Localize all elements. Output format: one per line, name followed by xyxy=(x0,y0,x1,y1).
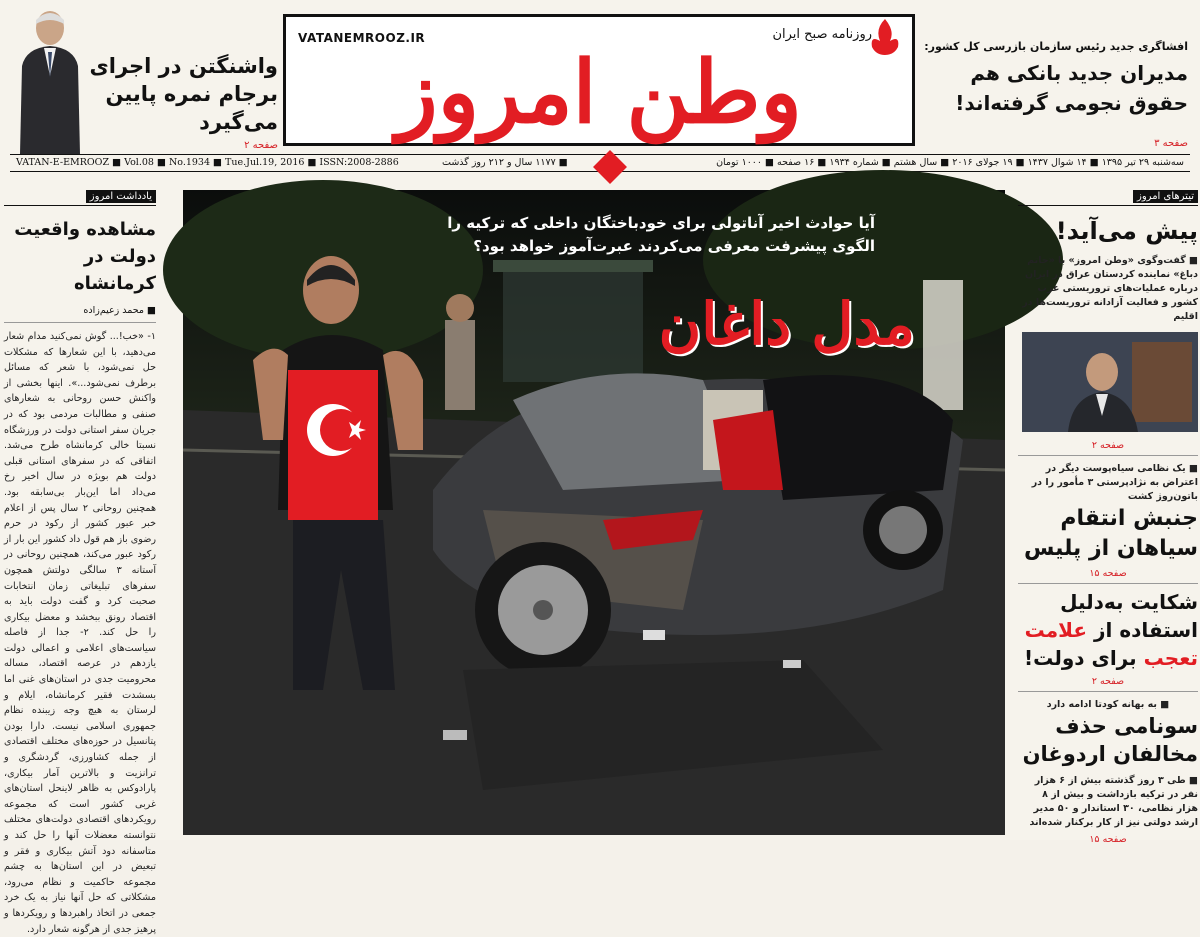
page-ref: صفحه ۲ xyxy=(1091,440,1125,451)
story-headline: جنبش انتقام سیاهان از پلیس xyxy=(1023,506,1198,561)
story-headline: سونامی حذف مخالفان اردوغان xyxy=(1022,714,1198,766)
newspaper-logo: وطن امروز xyxy=(396,42,802,143)
masthead-right-headline: مدیران جدید بانکی هم حقوق نجومی گرفته‌اند! xyxy=(955,61,1188,115)
section-label xyxy=(4,190,156,206)
masthead xyxy=(0,0,1200,150)
masthead-left-headline: واشنگتن در اجرای برجام نمره پایین می‌گیرد xyxy=(89,54,278,134)
wrecked-car-scene xyxy=(183,190,1005,835)
masthead-right-teaser[interactable] xyxy=(918,0,1200,150)
headline-part: شکایت به‌دلیل استفاده از xyxy=(1060,590,1198,642)
headlines-column xyxy=(1018,190,1198,845)
story-kicker: ■ به بهانه کودتا ادامه دارد xyxy=(1046,699,1170,710)
info-bar xyxy=(10,154,1190,172)
story-summary: ■ یک نظامی سیاه‌پوست دیگر در اعتراض به نژادپرستی ۳ مأمور را در باتون‌روژ کشت xyxy=(1031,463,1198,502)
story-interview[interactable] xyxy=(1018,214,1198,451)
divider xyxy=(1018,455,1198,456)
page-ref: صفحه ۲ xyxy=(1091,676,1125,687)
story-headline xyxy=(1018,588,1198,672)
story-summary: ■ طی ۳ روز گذشته بیش از ۶ هزار نفر در ترکیه بازداشت و بیش از ۸ هزار نظامی، ۳۰ استاندار و ۵۰ مدیر ارشد دولتی نیز از کار برکنار شده‌اند xyxy=(1029,775,1198,828)
opinion-body: ۱- «خب!... گوش نمی‌کنید مدام شعار می‌دهید، با این شعارها که مشکلات حل نمی‌شود، با شعر که مسائل برطرف نمی‌شود...». اینها بخشی از واکنش حسن روحانی به شعارهای صنفی و مطالبات مردمی بود که در جریان سفر استانی دولت در ورزشگاه نسبتا خالی کرمانشاه طرح می‌شد. اتفاقی که در سفرهای استانی قبلی دولت هم بویژه در سال اخیر رخ می‌داد اما این‌بار بی‌سابقه بود. همچنین روحانی ۲ سال پس از اعلام خبر عبور کشور از رکود در حرم رضوی باز هم قول داد کشور این بار از رکود عبور می‌کند، همچنین روحانی در آستانه ۳ سالگی دولتش همچون سفرهای تبلیغاتی زمان انتخابات صحبت کرد و گفت دولت باید به اقتصاد رونق ببخشد و معضل بیکاری را حل کند. ۲- جدا از فاصله سیاست‌های اعلامی و اعمالی دولت یازدهم در عرصه اقتصاد، مساله محرومیت جدی در استان‌های غنی اما بسشدت فقیر کرمانشاه، ایلام و لرستان به هیچ وجه زیبنده نظام جمهوری اسلامی نیست. دارا بودن پتانسیل در حوزه‌های مختلف اقتصادی از جمله کشاورزی، گردشگری و ترانزیت و بالاترین آمار بیکاری، پارادوکس به ظاهر لاینحل استان‌های غربی کشور است که مجموعه رویکردهای اقتصادی دولت‌های مختلف نتوانسته معضلات آنها را حل کند و متاسفانه دود آتش بیکاری و فقر و تبعیض در این استان‌ها به چشم مجموعه حاکمیت و نظام می‌رود، مشکلاتی که حل آنها نیاز به یک خرد جمعی در اتخاذ راهبردها و رویکردها و پرهیز جدی از هرگونه شعار دارد. xyxy=(4,331,157,935)
story-erdogan[interactable] xyxy=(1018,698,1198,845)
person-photo xyxy=(12,6,82,154)
masthead-left-teaser[interactable] xyxy=(0,0,283,150)
opinion-title[interactable]: مشاهده واقعیت دولت در کرمانشاه xyxy=(14,219,156,294)
interview-photo xyxy=(1022,332,1198,432)
diamond-ornament xyxy=(593,150,627,184)
opinion-column xyxy=(4,190,157,935)
divider xyxy=(1018,691,1198,692)
masthead-right-kicker: افشاگری جدید رئیس سازمان بازرسی کل کشور: xyxy=(924,40,1188,53)
main-photo[interactable] xyxy=(183,190,1005,835)
headline-red-word: علامت xyxy=(1024,618,1088,642)
site-url: VATANEMROOZ.IR xyxy=(298,31,426,45)
story-complaint[interactable] xyxy=(1018,588,1198,687)
story-headline: پیش می‌آید! xyxy=(1055,217,1198,245)
opinion-section-label: یادداشت امروز xyxy=(86,190,156,203)
headline-part: برای دولت! xyxy=(1024,646,1137,670)
page-ref: صفحه ۳ xyxy=(1154,138,1188,149)
headline-red-word: تعجب xyxy=(1143,646,1198,670)
opinion-author: ■ محمد زعیم‌زاده xyxy=(4,305,156,323)
page-ref: صفحه ۲ xyxy=(244,140,278,151)
headlines-section-label: تیترهای امروز xyxy=(1133,190,1198,203)
section-label xyxy=(1018,190,1198,206)
divider xyxy=(1018,583,1198,584)
tagline: روزنامه صبح ایران xyxy=(772,27,872,42)
days-count: ■ ۱۱۷۷ سال و ۲۱۲ روز گذشت xyxy=(442,157,568,168)
logo-box xyxy=(283,14,915,146)
issue-info-latin: VATAN-E-EMROOZ ■ Vol.08 ■ No.1934 ■ Tue.Jul.19, 2016 ■ ISSN:2008-2886 xyxy=(16,157,399,168)
page-ref: صفحه ۱۵ xyxy=(1089,568,1127,579)
page-ref: صفحه ۱۵ xyxy=(1089,834,1127,845)
story-summary: ■ گفت‌وگوی «وطن امروز» با «حاتم دباغ» نماینده کردستان عراق در ایران درباره عملیات‌های تروریستی غرب کشور و فعالیت آزادانه تروریست‌ها در اقلیم xyxy=(1022,255,1198,322)
main-headline[interactable]: مدل داغان xyxy=(658,290,915,358)
main-kicker: آیا حوادث اخیر آناتولی برای خودباختگان داخلی که ترکیه را الگوی پیشرفت معرفی می‌کردند عبرت‌آموز خواهد بود؟ xyxy=(447,214,875,255)
story-police[interactable] xyxy=(1018,462,1198,579)
issue-date: سه‌شنبه ۲۹ تیر ۱۳۹۵ ■ ۱۴ شوال ۱۴۳۷ ■ ۱۹ جولای ۲۰۱۶ ■ سال هشتم ■ شماره ۱۹۳۴ ■ ۱۶ صفحه ■ ۱۰۰۰ تومان xyxy=(716,157,1184,168)
